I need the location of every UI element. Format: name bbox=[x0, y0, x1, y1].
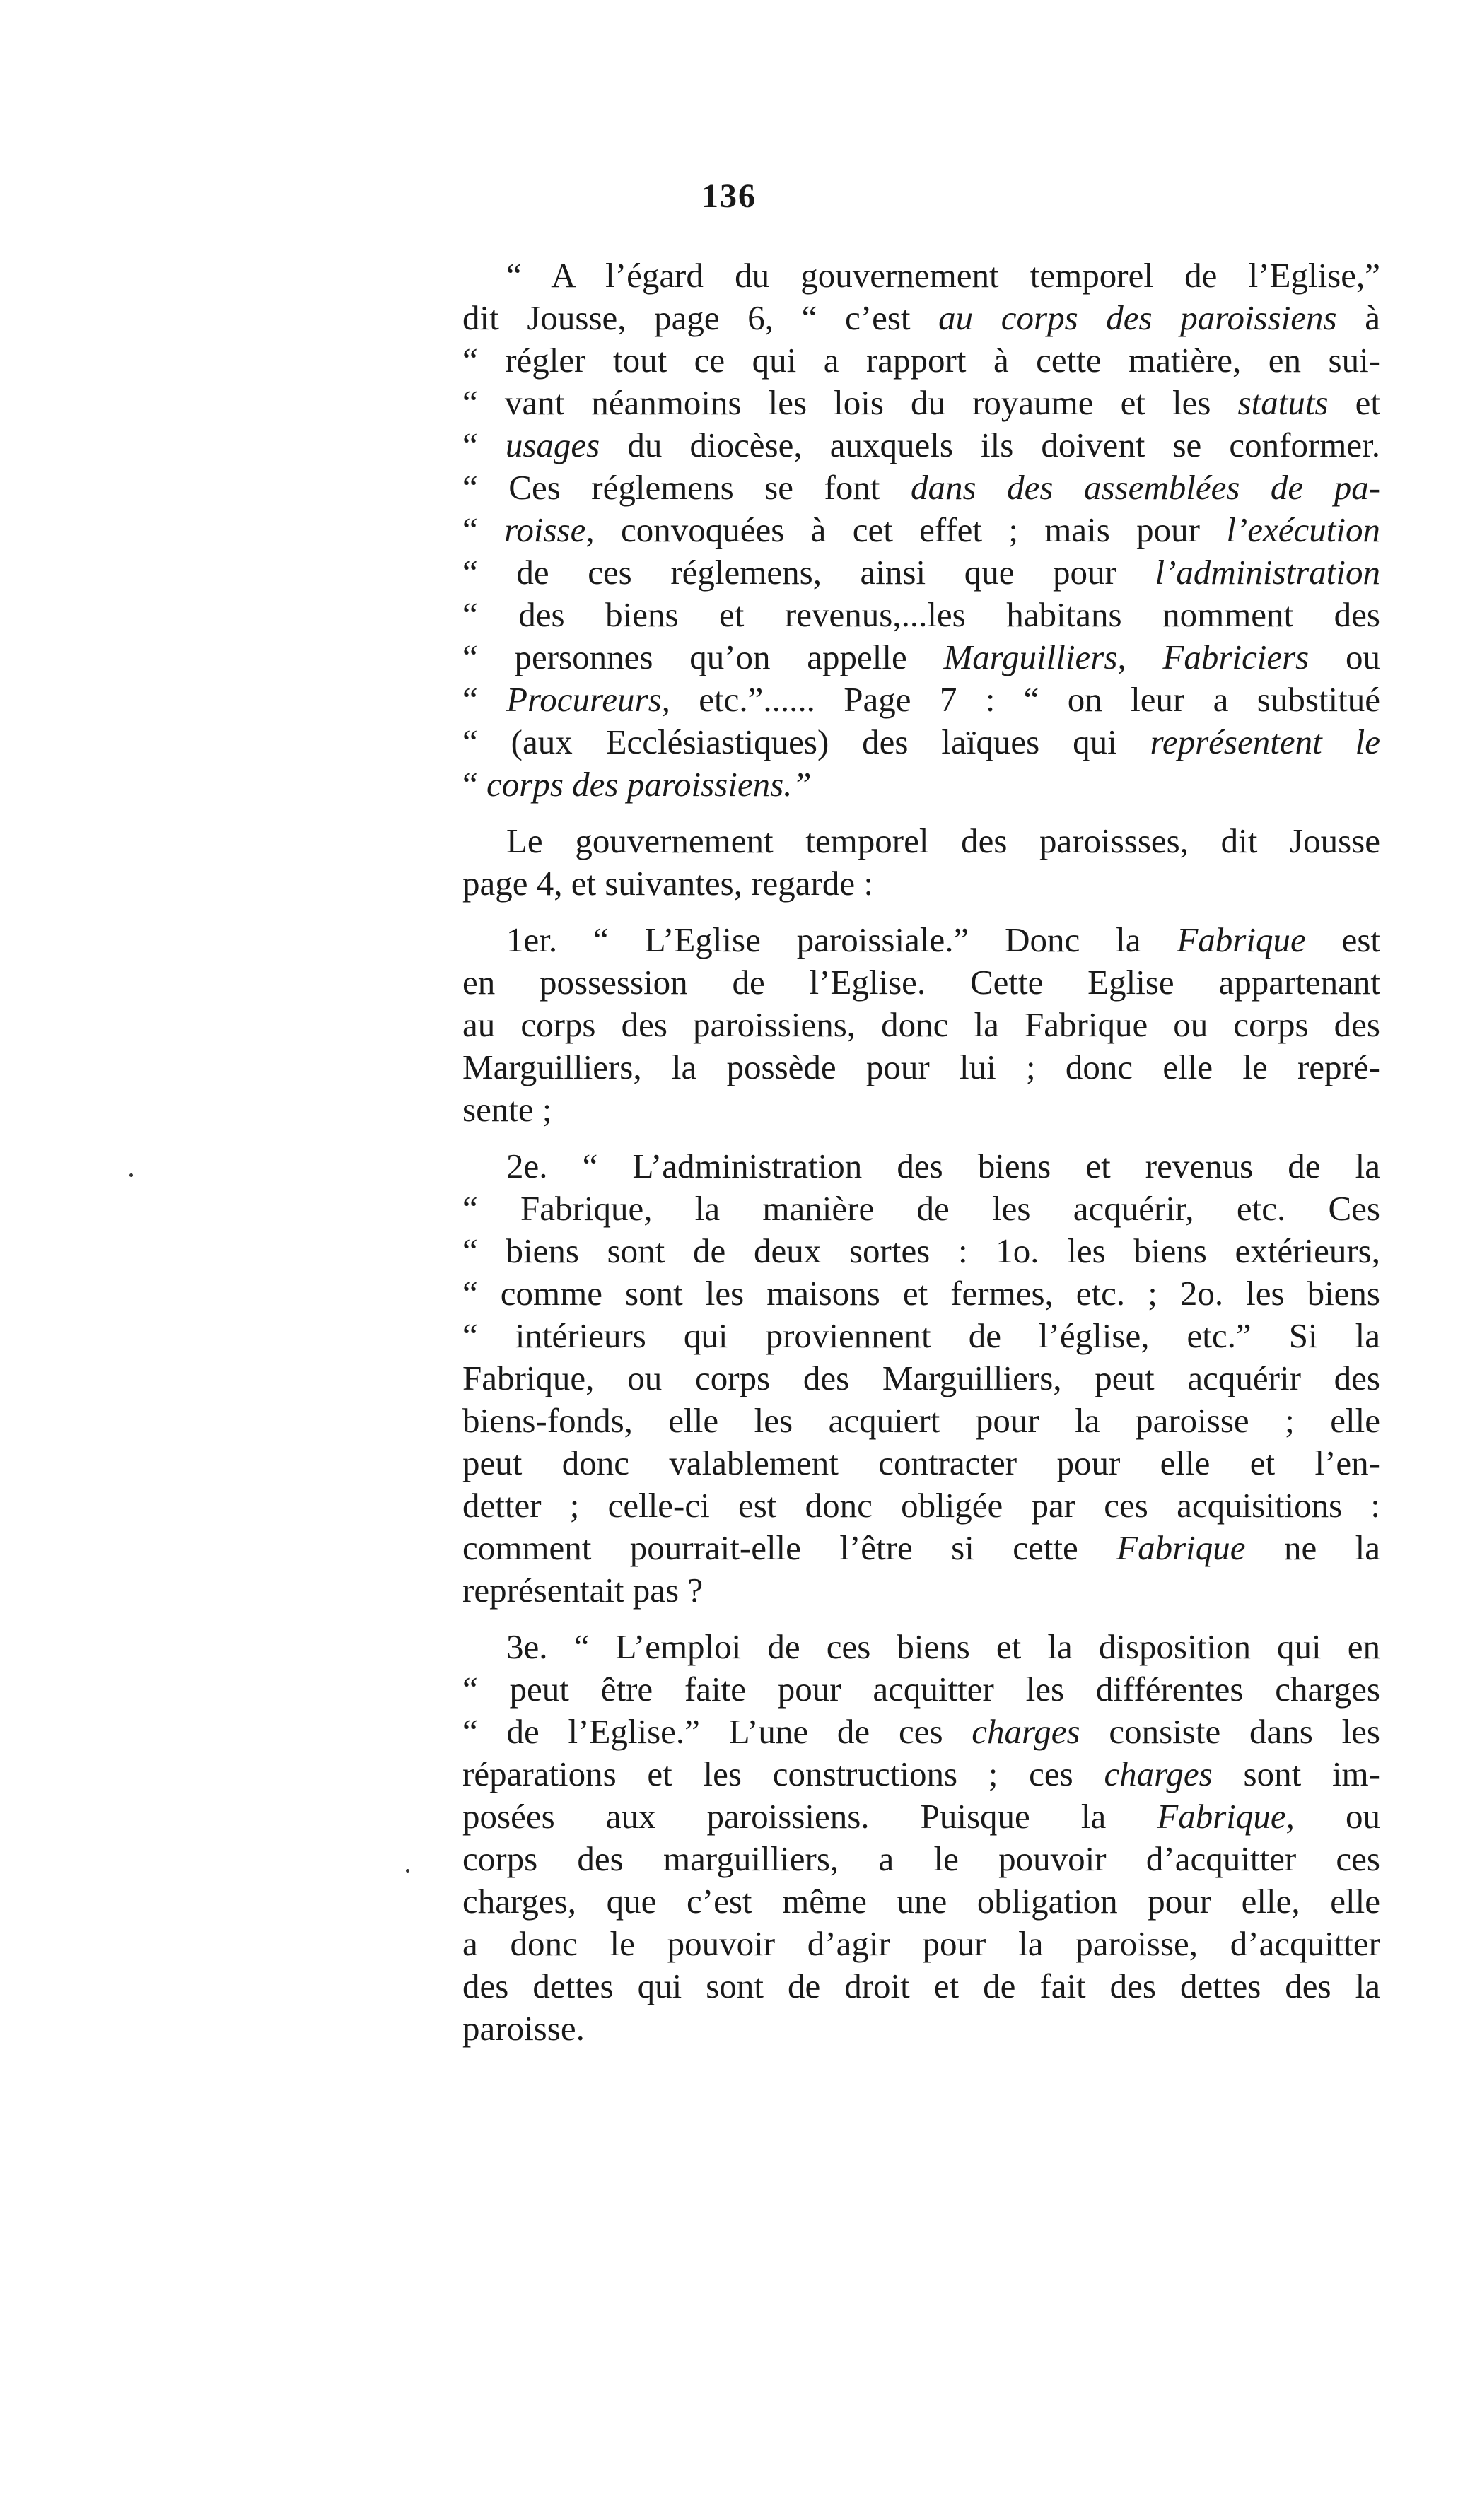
text-line bbox=[419, 1711, 1380, 1753]
text-run: sont im- bbox=[1212, 1754, 1380, 1793]
text-line bbox=[419, 1838, 1380, 1880]
paragraph bbox=[419, 1626, 1380, 2050]
text-run: “ de ces réglemens, ainsi que pour bbox=[462, 553, 1155, 592]
text-run: etc.”...... Page 7 : “ on leur a substitué bbox=[670, 680, 1380, 719]
text-line bbox=[419, 509, 1380, 551]
print-speck bbox=[406, 1869, 409, 1873]
text-run: consiste dans les bbox=[1080, 1712, 1380, 1751]
text-run: “ vant néanmoins les lois du royaume et les bbox=[462, 383, 1238, 422]
text-run: et bbox=[1328, 383, 1380, 422]
text-line bbox=[419, 1626, 1380, 1668]
text-run: “ (aux Ecclésiastiques) des laïques qui bbox=[462, 722, 1150, 761]
text-run: “ régler tout ce qui a rapport à cette matière, en sui- bbox=[462, 341, 1380, 380]
print-speck bbox=[129, 1173, 133, 1177]
text-line bbox=[419, 1569, 1380, 1612]
text-run: au corps des paroissiens, donc la Fabrique ou corps des bbox=[462, 1005, 1380, 1044]
page-number: 136 bbox=[701, 177, 757, 215]
text-line bbox=[419, 1668, 1380, 1711]
text-line bbox=[419, 862, 1380, 905]
text-line bbox=[419, 594, 1380, 636]
text-run: “ peut être faite pour acquitter les différentes charges bbox=[462, 1670, 1380, 1709]
text-line bbox=[419, 1795, 1380, 1838]
italic-run: Fabrique bbox=[1116, 1528, 1246, 1567]
text-run: ne la bbox=[1245, 1528, 1380, 1567]
text-run: Fabrique, ou corps des Marguilliers, peut acquérir des bbox=[462, 1359, 1380, 1397]
text-run: charges, que c’est même une obligation pour elle, elle bbox=[462, 1882, 1380, 1921]
italic-run: corps des paroissiens.” bbox=[486, 765, 812, 804]
text-run: du diocèse, auxquels ils doivent se conformer. bbox=[600, 426, 1381, 464]
text-line bbox=[419, 763, 1380, 806]
text-line bbox=[419, 1145, 1380, 1188]
text-run: ou bbox=[1294, 1797, 1380, 1836]
text-line bbox=[419, 467, 1380, 509]
text-line bbox=[419, 339, 1380, 382]
italic-run: Fabrique, bbox=[1157, 1797, 1295, 1836]
text-run: Le gouvernement temporel des paroissses, dit Jousse bbox=[506, 821, 1380, 860]
text-line bbox=[419, 721, 1380, 763]
text-run: “ bbox=[462, 680, 507, 719]
text-line bbox=[419, 961, 1380, 1004]
italic-run: représentent le bbox=[1150, 722, 1380, 761]
text-run: “ Fabrique, la manière de les acquérir, etc. Ces bbox=[462, 1189, 1380, 1228]
text-line bbox=[419, 1046, 1380, 1089]
text-line bbox=[419, 1272, 1380, 1315]
text-run: peut donc valablement contracter pour elle et l’en- bbox=[462, 1443, 1380, 1482]
text-line bbox=[419, 919, 1380, 961]
text-run: en possession de l’Eglise. Cette Eglise appartenant bbox=[462, 963, 1380, 1002]
paragraph bbox=[419, 919, 1380, 1131]
text-run: “ comme sont les maisons et fermes, etc. ; 2o. les biens bbox=[462, 1274, 1380, 1313]
text-run: est bbox=[1305, 920, 1381, 959]
body-text bbox=[419, 254, 1380, 2050]
paragraph bbox=[419, 254, 1380, 806]
text-run: “ bbox=[462, 510, 505, 549]
text-run: des dettes qui sont de droit et de fait des dettes des la bbox=[462, 1967, 1380, 2005]
text-run: 1er. “ L’Eglise paroissiale.” Donc la bbox=[506, 920, 1177, 959]
text-run: à bbox=[1336, 298, 1381, 337]
text-line bbox=[419, 1527, 1380, 1569]
text-line bbox=[419, 297, 1380, 339]
italic-run: au corps des paroissiens bbox=[938, 298, 1337, 337]
text-run: detter ; celle-ci est donc obligée par ces acquisitions : bbox=[462, 1486, 1380, 1525]
text-line bbox=[419, 820, 1380, 862]
text-run: convoquées à cet effet ; mais pour bbox=[594, 510, 1227, 549]
text-run: 3e. “ L’emploi de ces biens et la disposition qui en bbox=[506, 1627, 1380, 1666]
text-run: représentait pas ? bbox=[462, 1571, 704, 1610]
text-run: comment pourrait-elle l’être si cette bbox=[462, 1528, 1117, 1567]
italic-run: Marguilliers, Fabriciers bbox=[943, 638, 1310, 676]
text-run: “ des biens et revenus,...les habitans nomment des bbox=[462, 595, 1380, 634]
italic-run: charges bbox=[972, 1712, 1080, 1751]
text-run: dit Jousse, page 6, “ c’est bbox=[462, 298, 939, 337]
text-line bbox=[419, 1188, 1380, 1230]
text-run: “ A l’égard du gouvernement temporel de l’Eglise,” bbox=[506, 256, 1380, 295]
italic-run: roisse, bbox=[504, 510, 595, 549]
text-run: corps des marguilliers, a le pouvoir d’acquitter ces bbox=[462, 1839, 1380, 1878]
italic-run: l’administration bbox=[1155, 553, 1380, 592]
text-line bbox=[419, 1484, 1380, 1527]
text-run: posées aux paroissiens. Puisque la bbox=[462, 1797, 1157, 1836]
text-run: a donc le pouvoir d’agir pour la paroisse, d’acquitter bbox=[462, 1924, 1380, 1963]
italic-run: statuts bbox=[1237, 383, 1329, 422]
paragraph bbox=[419, 820, 1380, 905]
text-run: ou bbox=[1309, 638, 1381, 676]
italic-run: charges bbox=[1104, 1754, 1213, 1793]
text-line bbox=[419, 1315, 1380, 1357]
text-run: paroisse. bbox=[462, 2009, 585, 2048]
text-line bbox=[419, 424, 1380, 467]
italic-run: l’exécution bbox=[1226, 510, 1380, 549]
text-run: “ biens sont de deux sortes : 1o. les biens extérieurs, bbox=[462, 1231, 1380, 1270]
text-run: “ personnes qu’on appelle bbox=[462, 638, 944, 676]
text-line bbox=[419, 1442, 1380, 1484]
text-run: sente ; bbox=[462, 1090, 552, 1129]
text-line bbox=[419, 382, 1380, 424]
text-line bbox=[419, 1965, 1380, 2008]
text-run: biens-fonds, elle les acquiert pour la paroisse ; elle bbox=[462, 1401, 1380, 1440]
text-line bbox=[419, 1089, 1380, 1131]
italic-run: Fabrique bbox=[1177, 920, 1306, 959]
paragraph bbox=[419, 1145, 1380, 1612]
text-line bbox=[419, 679, 1380, 721]
text-line bbox=[419, 636, 1380, 679]
italic-run: usages bbox=[505, 426, 600, 464]
text-line bbox=[419, 1230, 1380, 1272]
text-run: “ bbox=[462, 765, 486, 804]
text-run: “ de l’Eglise.” L’une de ces bbox=[462, 1712, 972, 1751]
text-run: “ bbox=[462, 426, 506, 464]
text-line bbox=[419, 254, 1380, 297]
text-line bbox=[419, 1753, 1380, 1795]
text-run: page 4, et suivantes, regarde : bbox=[462, 864, 873, 903]
text-line bbox=[419, 1400, 1380, 1442]
text-line bbox=[419, 1880, 1380, 1923]
text-line bbox=[419, 1357, 1380, 1400]
text-line bbox=[419, 2008, 1380, 2050]
text-run: 2e. “ L’administration des biens et revenus de la bbox=[506, 1147, 1380, 1185]
text-run: réparations et les constructions ; ces bbox=[462, 1754, 1104, 1793]
italic-run: Procureurs, bbox=[506, 680, 670, 719]
text-line bbox=[419, 551, 1380, 594]
text-line bbox=[419, 1923, 1380, 1965]
italic-run: dans des assemblées de pa- bbox=[911, 468, 1381, 507]
text-line bbox=[419, 1004, 1380, 1046]
text-run: Marguilliers, la possède pour lui ; donc elle le repré- bbox=[462, 1048, 1380, 1086]
text-run: “ intérieurs qui proviennent de l’église, etc.” Si la bbox=[462, 1316, 1380, 1355]
text-run: “ Ces réglemens se font bbox=[462, 468, 911, 507]
